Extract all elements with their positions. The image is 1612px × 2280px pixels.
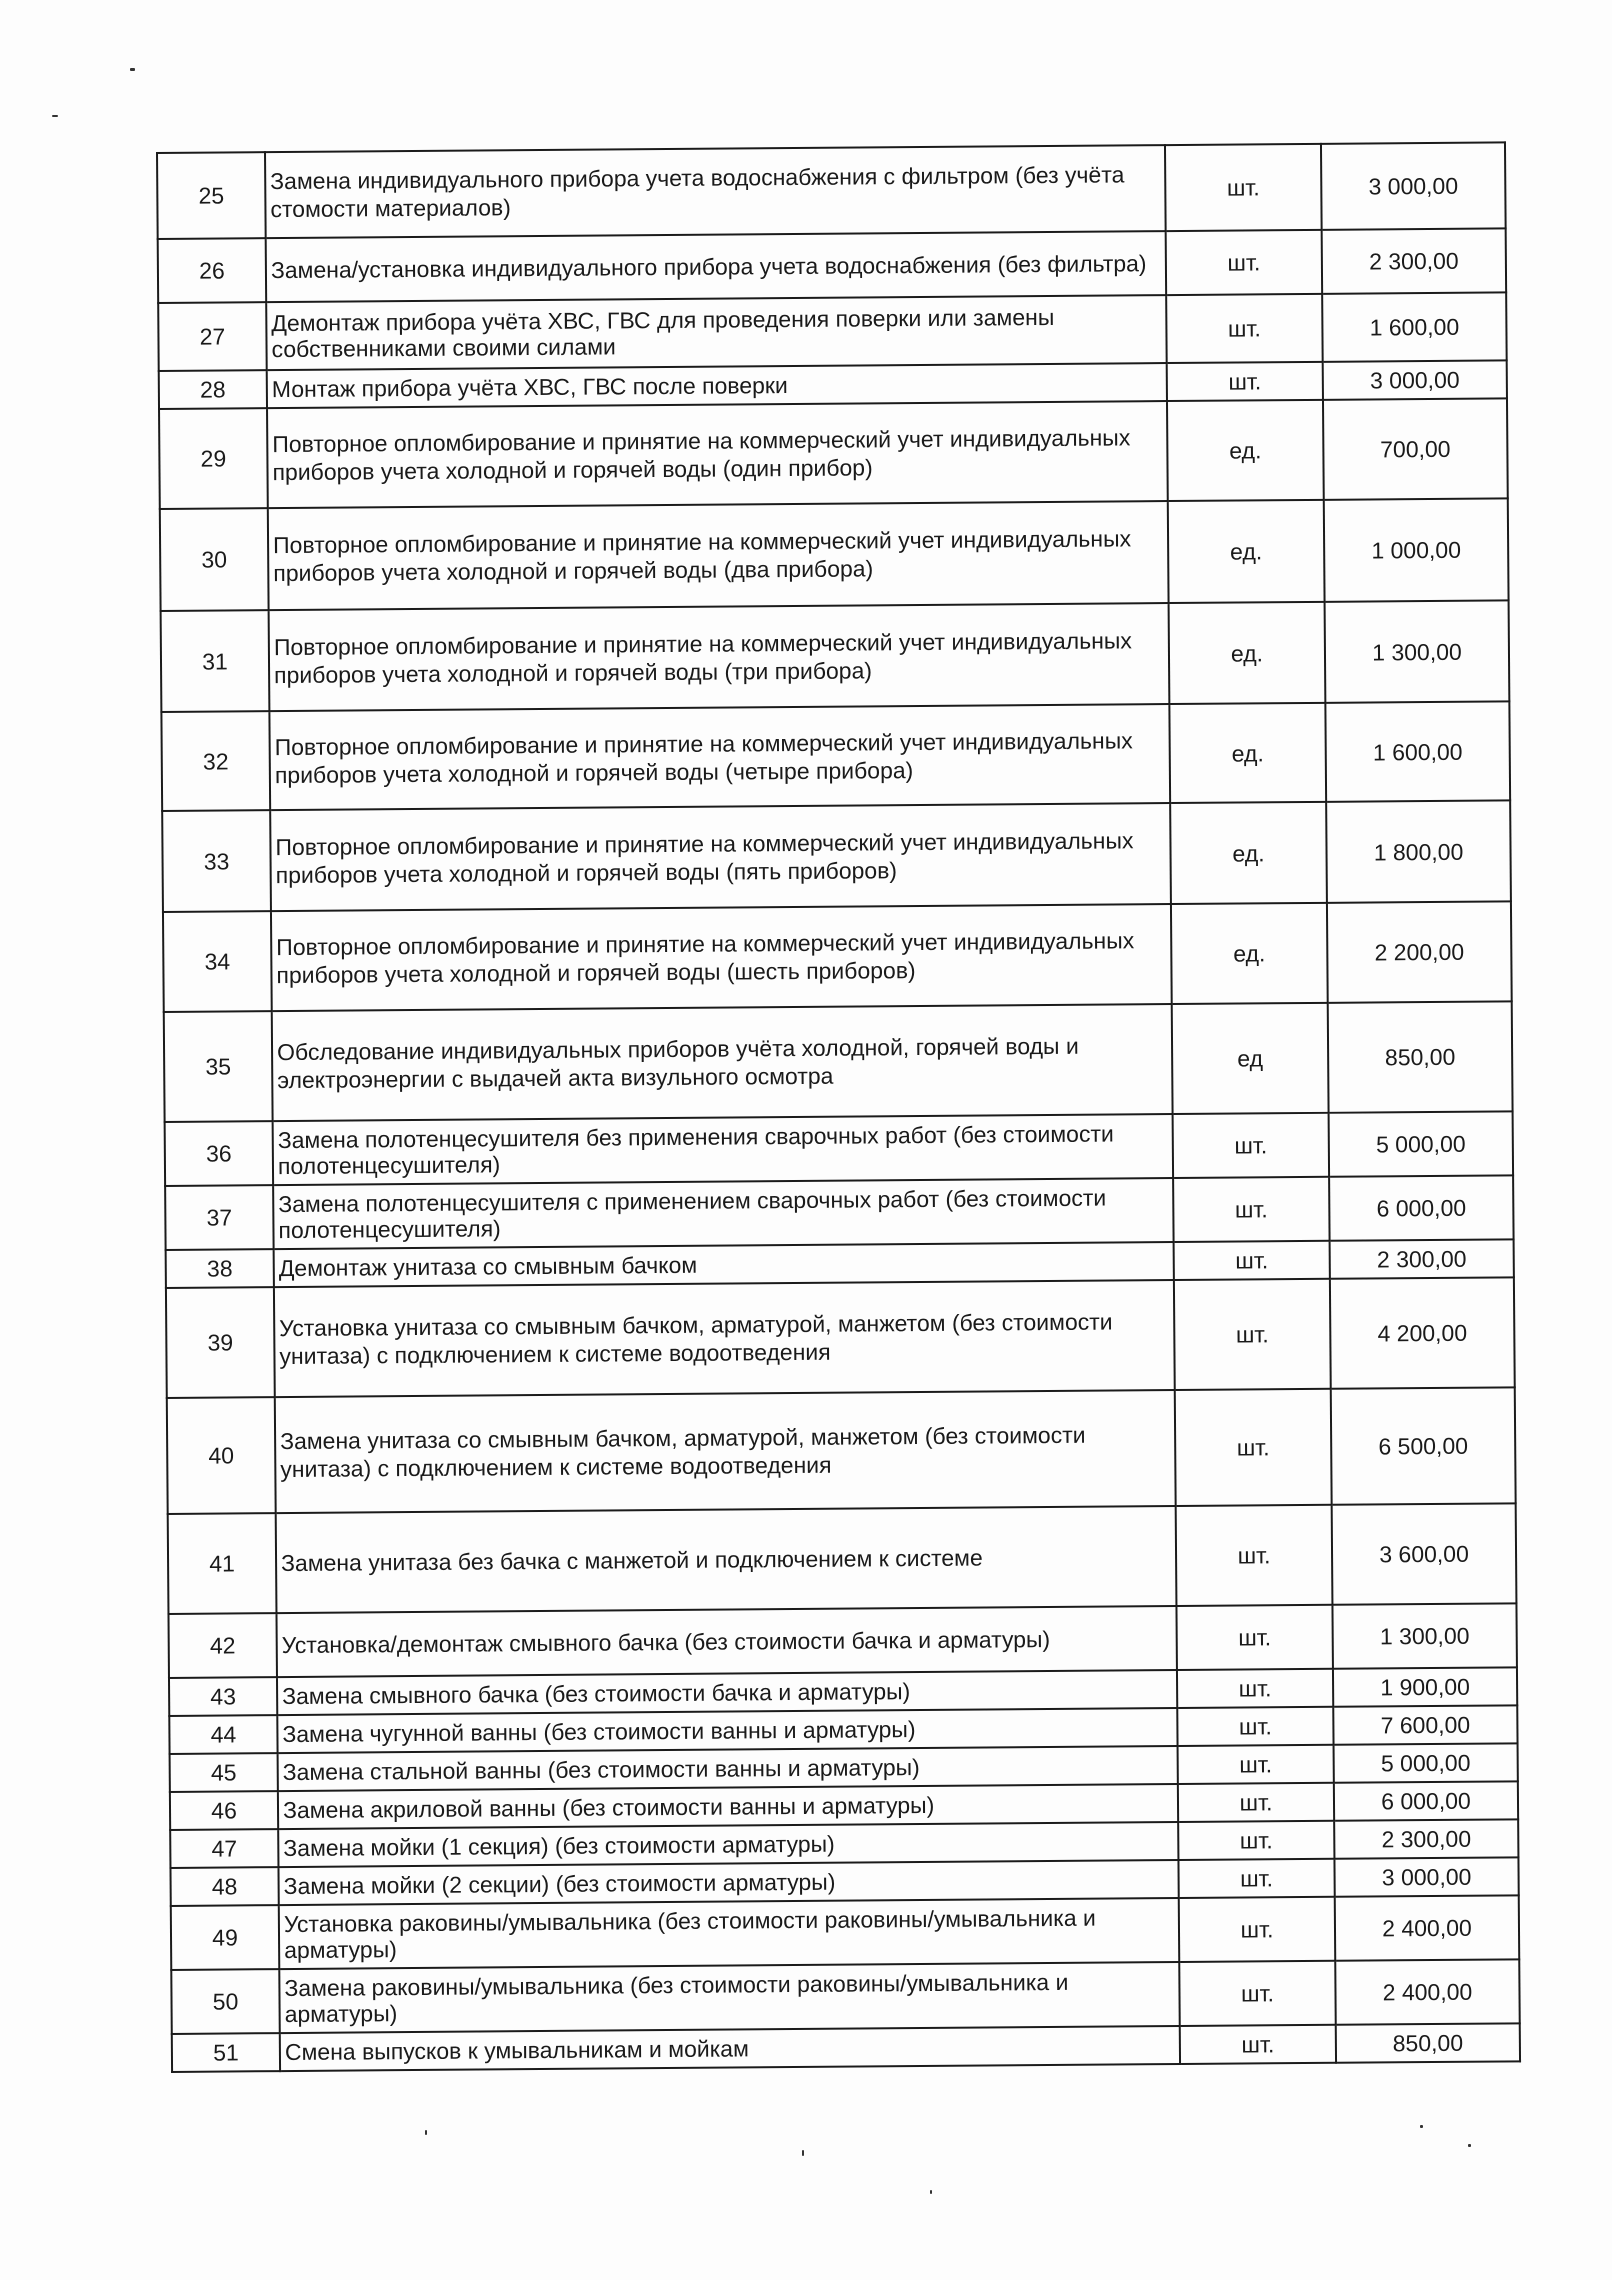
service-description: Замена мойки (1 секция) (без стоимости арматуры)	[278, 1822, 1178, 1867]
service-description: Повторное опломбирование и принятие на коммерческий учет индивидуальных приборов учета холодной и горячей воды (два прибора)	[268, 501, 1169, 610]
service-description: Повторное опломбирование и принятие на коммерческий учет индивидуальных приборов учета холодной и горячей воды (шесть приборов)	[271, 904, 1172, 1011]
scan-speck	[52, 115, 58, 117]
service-price: 700,00	[1323, 398, 1508, 499]
row-number: 30	[160, 508, 269, 611]
service-price: 3 000,00	[1334, 1857, 1518, 1896]
row-number: 36	[165, 1121, 273, 1186]
table-row	[163, 901, 1512, 1012]
price-table-container	[156, 141, 1519, 2073]
unit-of-measure: шт.	[1173, 1113, 1329, 1178]
unit-of-measure: шт.	[1166, 230, 1322, 295]
scan-speck	[1420, 2125, 1423, 2128]
table-row	[171, 1959, 1519, 2034]
table-row	[157, 142, 1506, 239]
service-price: 850,00	[1328, 1001, 1513, 1112]
row-number: 48	[170, 1867, 278, 1906]
service-price: 1 000,00	[1324, 498, 1509, 601]
row-number: 41	[168, 1513, 277, 1614]
service-price: 4 200,00	[1330, 1277, 1515, 1388]
service-price: 6 000,00	[1329, 1175, 1513, 1240]
unit-of-measure: шт.	[1180, 2025, 1336, 2064]
row-number: 26	[158, 238, 266, 303]
unit-of-measure: ед.	[1170, 802, 1327, 904]
row-number: 47	[170, 1829, 278, 1868]
service-price: 2 400,00	[1335, 1959, 1519, 2024]
price-table-body	[157, 142, 1520, 2072]
service-description: Замена индивидуального прибора учета водоснабжения с фильтром (без учёта стомости материалов)	[265, 145, 1166, 238]
service-price: 3 600,00	[1332, 1503, 1517, 1604]
table-row	[161, 600, 1510, 712]
unit-of-measure: шт.	[1167, 362, 1323, 401]
row-number: 29	[159, 408, 268, 509]
row-number: 40	[167, 1397, 276, 1514]
service-price: 5 000,00	[1334, 1743, 1518, 1782]
unit-of-measure: ед.	[1169, 703, 1326, 803]
service-price: 850,00	[1336, 2023, 1520, 2062]
unit-of-measure: шт.	[1165, 144, 1322, 231]
service-description: Монтаж прибора учёта ХВС, ГВС после поверки	[267, 363, 1167, 408]
service-price: 2 300,00	[1322, 228, 1506, 293]
unit-of-measure: ед.	[1167, 400, 1324, 501]
service-price: 1 600,00	[1322, 292, 1507, 361]
row-number: 50	[171, 1969, 279, 2034]
unit-of-measure: шт.	[1178, 1783, 1334, 1822]
service-price: 1 800,00	[1326, 800, 1511, 902]
row-number: 43	[169, 1677, 277, 1716]
unit-of-measure: шт.	[1179, 1897, 1335, 1962]
scan-speck	[802, 2150, 804, 2156]
scan-speck	[1468, 2144, 1471, 2147]
row-number: 45	[170, 1753, 278, 1792]
table-row	[165, 1175, 1513, 1250]
table-row	[160, 498, 1509, 611]
service-description: Замена унитаза без бачка с манжетой и подключением к системе	[276, 1506, 1177, 1613]
unit-of-measure: шт.	[1176, 1605, 1332, 1670]
unit-of-measure: ед.	[1171, 903, 1328, 1004]
table-row	[171, 1895, 1519, 1970]
table-row	[167, 1387, 1516, 1514]
service-description: Замена акриловой ванны (без стоимости ванны и арматуры)	[278, 1784, 1178, 1829]
table-row	[159, 398, 1508, 509]
service-description: Повторное опломбирование и принятие на коммерческий учет индивидуальных приборов учета холодной и горячей воды (три прибора)	[269, 603, 1170, 711]
unit-of-measure: шт.	[1166, 294, 1323, 363]
table-row	[165, 1111, 1513, 1186]
row-number: 37	[165, 1185, 273, 1250]
row-number: 28	[159, 370, 267, 409]
row-number: 33	[162, 810, 271, 912]
unit-of-measure: шт.	[1174, 1279, 1331, 1390]
unit-of-measure: шт.	[1178, 1821, 1334, 1860]
service-price: 3 000,00	[1321, 142, 1506, 229]
row-number: 32	[161, 711, 270, 811]
table-row	[166, 1277, 1515, 1398]
unit-of-measure: шт.	[1178, 1859, 1334, 1898]
price-table	[156, 141, 1521, 2073]
row-number: 46	[170, 1791, 278, 1830]
service-price: 6 000,00	[1334, 1781, 1518, 1820]
row-number: 27	[158, 302, 267, 371]
service-description: Обследование индивидуальных приборов учёта холодной, горячей воды и электроэнергии с выдачей акта визульного осмотра	[272, 1004, 1173, 1121]
service-description: Замена раковины/умывальника (без стоимости раковины/умывальника и арматуры)	[279, 1962, 1179, 2033]
scan-speck	[930, 2190, 932, 2194]
row-number: 51	[172, 2033, 280, 2072]
scan-speck	[130, 68, 135, 71]
table-row	[161, 701, 1510, 811]
service-price: 3 000,00	[1323, 360, 1507, 399]
unit-of-measure: шт.	[1176, 1505, 1333, 1606]
unit-of-measure: шт.	[1177, 1669, 1333, 1708]
service-price: 2 300,00	[1334, 1819, 1518, 1858]
unit-of-measure: шт.	[1173, 1177, 1329, 1242]
service-description: Замена унитаза со смывным бачком, арматурой, манжетом (без стоимости унитаза) с подключением к системе водоотведения	[275, 1390, 1176, 1513]
unit-of-measure: шт.	[1178, 1745, 1334, 1784]
service-description: Повторное опломбирование и принятие на коммерческий учет индивидуальных приборов учета холодной и горячей воды (четыре прибора)	[269, 704, 1170, 810]
service-price: 6 500,00	[1331, 1387, 1516, 1504]
row-number: 34	[163, 911, 272, 1012]
unit-of-measure: шт.	[1174, 1241, 1330, 1280]
service-description: Замена стальной ванны (без стоимости ванны и арматуры)	[278, 1746, 1178, 1791]
row-number: 35	[164, 1011, 273, 1122]
unit-of-measure: шт.	[1179, 1961, 1335, 2026]
row-number: 31	[161, 610, 270, 712]
service-description: Демонтаж прибора учёта ХВС, ГВС для проведения поверки или замены собственниками своими силами	[266, 295, 1167, 370]
unit-of-measure: шт.	[1177, 1707, 1333, 1746]
service-price: 2 300,00	[1330, 1239, 1514, 1278]
unit-of-measure: ед.	[1169, 602, 1326, 704]
table-row	[168, 1603, 1516, 1678]
row-number: 39	[166, 1287, 275, 1398]
service-description: Установка/демонтаж смывного бачка (без стоимости бачка и арматуры)	[276, 1606, 1176, 1677]
unit-of-measure: ед	[1172, 1003, 1329, 1114]
unit-of-measure: шт.	[1175, 1389, 1332, 1506]
service-description: Установка раковины/умывальника (без стоимости раковины/умывальника и арматуры)	[279, 1898, 1179, 1969]
service-price: 5 000,00	[1329, 1111, 1513, 1176]
service-description: Смена выпусков к умывальникам и мойкам	[280, 2026, 1180, 2071]
service-description: Повторное опломбирование и принятие на коммерческий учет индивидуальных приборов учета холодной и горячей воды (пять приборов)	[270, 803, 1171, 911]
table-row	[158, 228, 1506, 303]
unit-of-measure: ед.	[1168, 500, 1325, 603]
table-row	[168, 1503, 1517, 1614]
service-description: Замена смывного бачка (без стоимости бачка и арматуры)	[277, 1670, 1177, 1715]
service-price: 1 300,00	[1325, 600, 1510, 702]
row-number: 44	[169, 1715, 277, 1754]
table-row	[162, 800, 1511, 912]
table-row	[164, 1001, 1513, 1122]
service-description: Повторное опломбирование и принятие на коммерческий учет индивидуальных приборов учета холодной и горячей воды (один прибор)	[267, 401, 1168, 508]
service-description: Замена чугунной ванны (без стоимости ванны и арматуры)	[277, 1708, 1177, 1753]
row-number: 25	[157, 152, 266, 239]
service-description: Установка унитаза со смывным бачком, арматурой, манжетом (без стоимости унитаза) с подключением к системе водоотведения	[274, 1280, 1175, 1397]
row-number: 38	[166, 1249, 274, 1288]
service-description: Замена/установка индивидуального прибора учета водоснабжения (без фильтра)	[266, 231, 1166, 302]
table-row	[158, 292, 1506, 371]
service-description: Демонтаж унитаза со смывным бачком	[274, 1242, 1174, 1287]
scan-speck	[425, 2130, 427, 2135]
row-number: 49	[171, 1905, 279, 1970]
service-price: 1 300,00	[1332, 1603, 1516, 1668]
service-price: 1 600,00	[1325, 701, 1510, 801]
row-number: 42	[168, 1613, 276, 1678]
service-description: Замена полотенцесушителя с применением сварочных работ (без стоимости полотенцесушителя)	[273, 1178, 1173, 1249]
service-price: 7 600,00	[1333, 1705, 1517, 1744]
service-description: Замена мойки (2 секции) (без стоимости арматуры)	[278, 1860, 1178, 1905]
service-price: 2 400,00	[1335, 1895, 1519, 1960]
service-price: 2 200,00	[1327, 901, 1512, 1002]
service-price: 1 900,00	[1333, 1667, 1517, 1706]
service-description: Замена полотенцесушителя без применения сварочных работ (без стоимости полотенцесушителя)	[273, 1114, 1173, 1185]
